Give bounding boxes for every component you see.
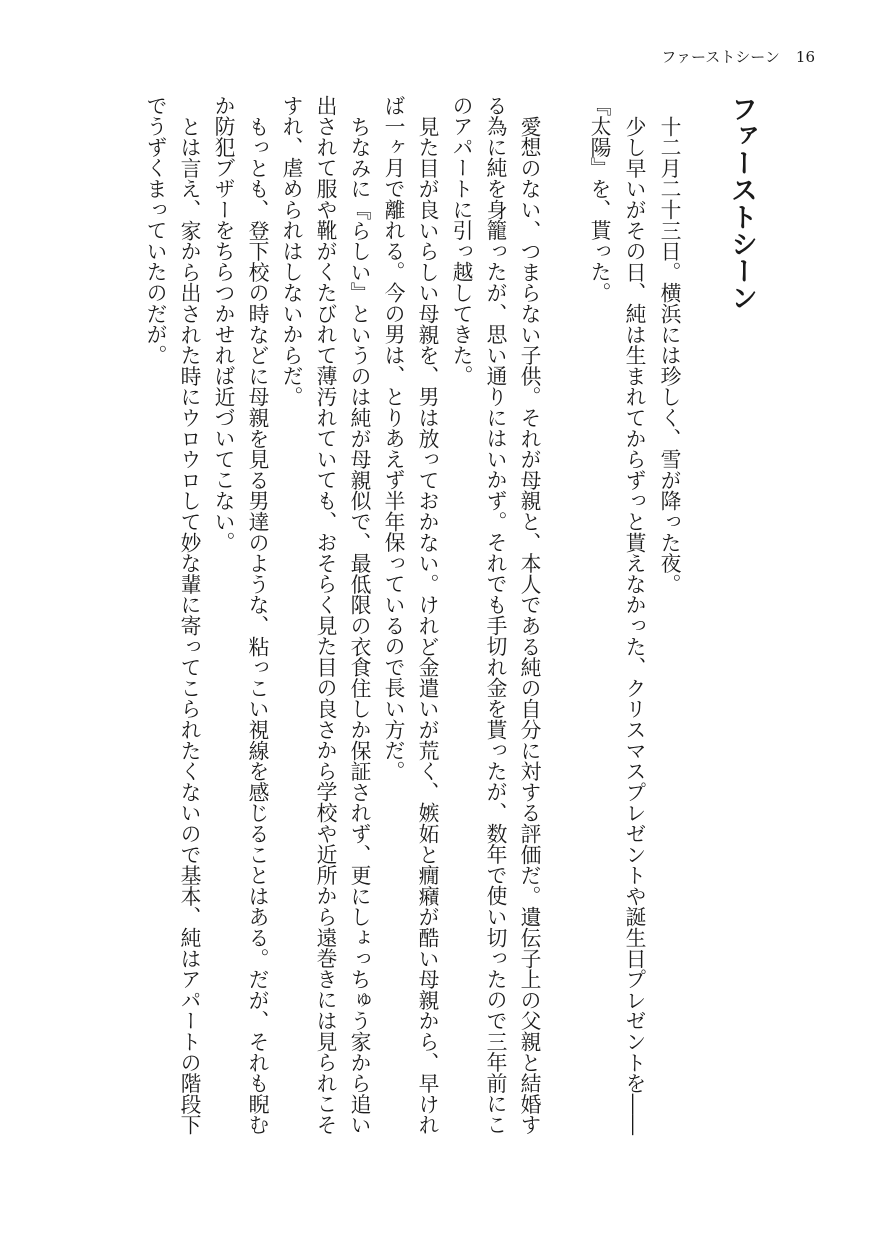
text-line: ちなみに『らしい』というのは純が母親似で、最低限の衣食住しか保証されず、更にしょっちゅう家から追い [347, 116, 371, 1136]
text-line: 見た目が良いらしい母親を、男は放っておかない。けれど金遣いが荒く、嫉妬と癇癪が酷い母親から、早けれ [415, 116, 439, 1136]
text-line: 愛想のない、つまらない子供。それが母親と、本人である純の自分に対する評価だ。遺伝子上の父親と結婚す [517, 116, 541, 1136]
text-line: でうずくまっていたのだが。 [143, 95, 167, 366]
text-line: のアパートに引っ越してきた。 [449, 95, 473, 387]
text-line: 出されて服や靴がくたびれて薄汚れていても、おそらく見た目の良さから学校や近所から遠巻きには見られこそ [313, 95, 337, 1135]
text-line: とは言え、家から出された時にウロウロして妙な輩に寄ってこられたくないので基本、純はアパートの階段下 [177, 116, 201, 1136]
header-section-title: ファーストシーン [661, 48, 780, 66]
running-header [661, 46, 815, 67]
chapter-title: ファーストシーン [726, 95, 757, 311]
text-line: 少し早いがその日、純は生まれてからずっと貰えなかった、クリスマスプレゼントや誕生日プレゼントを―― [622, 116, 646, 1136]
page-number: 16 [795, 48, 815, 66]
text-line: 十二月二十三日。横浜には珍しく、雪が降った夜。 [657, 116, 681, 595]
text-line: ば一ヶ月で離れる。今の男は、とりあえず半年保っているので長い方だ。 [381, 95, 405, 782]
text-line: か防犯ブザーをちらつかせれば近づいてこない。 [211, 95, 235, 553]
text-line: 『太陽』を、貰った。 [587, 95, 611, 303]
text-line: すれ、虐められはしないからだ。 [279, 95, 303, 407]
text-line: もっとも、登下校の時などに母親を見る男達のような、粘っこい視線を感じることはある。だが、それも睨む [245, 116, 269, 1136]
text-line: る為に純を身籠ったが、思い通りにはいかず。それでも手切れ金を貰ったが、数年で使い切ったので三年前にこ [483, 95, 507, 1135]
